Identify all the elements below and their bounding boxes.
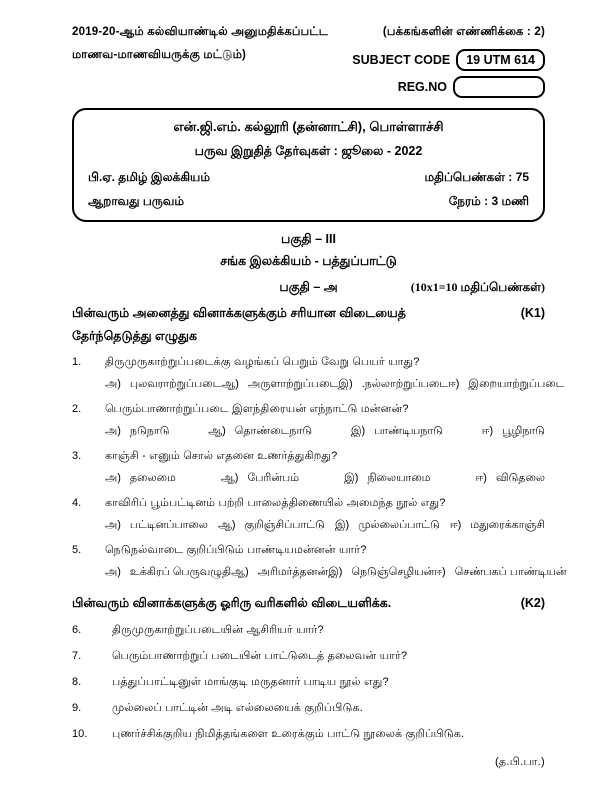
regno-label: REG.NO (397, 80, 447, 94)
option-text: பாண்டியநாடு (374, 425, 443, 437)
question-item (72, 702, 545, 716)
regno-box (453, 76, 545, 98)
question-text: பெரும்பாணாற்றுப்படை இளந்திரையன் எந்நாட்டு மன்னன்? (105, 403, 409, 415)
option-item (351, 425, 443, 439)
option-item (208, 425, 312, 439)
part-b-instruction-row (72, 596, 545, 612)
question-text: புணர்ச்சிக்குறிய நிமித்தங்களை உரைக்கும் பாட்டு நூலைக் குறிப்பிடுக. (112, 728, 465, 740)
course-marks-row (88, 170, 529, 186)
question-number: 1. (72, 356, 82, 368)
option-item (105, 519, 208, 533)
question-number: 9. (72, 702, 82, 714)
option-text: பேரின்பம் (247, 472, 300, 484)
question-item (72, 497, 545, 511)
options-row (105, 472, 545, 486)
option-item (328, 566, 434, 580)
option-item (221, 378, 338, 392)
option-label: இ) (328, 566, 343, 578)
option-text: தலைமை (129, 472, 176, 484)
question-number: 3. (72, 450, 82, 462)
question-item (72, 450, 545, 464)
question-item (72, 676, 545, 690)
semester: ஆறாவது பருவம் (88, 194, 185, 208)
option-item (105, 566, 231, 580)
option-item (231, 566, 328, 580)
subject-code-group (352, 49, 545, 71)
question-item (72, 544, 545, 558)
question-number: 4. (72, 497, 82, 509)
option-label: அ) (105, 472, 121, 484)
option-label: இ) (350, 425, 366, 437)
option-text: மதுரைக்காஞ்சி (470, 519, 545, 531)
course-name: பி.ஏ. தமிழ் இலக்கியம் (88, 170, 210, 184)
option-label: ஈ) (434, 566, 446, 578)
option-item (476, 472, 545, 486)
header-top-row2 (72, 49, 545, 71)
option-label: அ) (105, 425, 121, 437)
option-text: செண்பகப் பாண்டியன் (454, 566, 567, 578)
question-number: 8. (72, 676, 82, 688)
options-row (105, 425, 545, 439)
question-item (72, 728, 545, 742)
question-number: 6. (72, 624, 82, 636)
option-item (335, 519, 440, 533)
question-text: திருமுருகாற்றுப்படைக்கு வழங்கப் பெறும் வேறு பெயர் யாது? (105, 356, 420, 368)
option-text: நடுநாடு (129, 425, 170, 437)
header-top-row1 (72, 26, 545, 40)
option-text: பூழிநாடு (502, 425, 545, 437)
option-label: ஆ) (221, 378, 239, 390)
max-marks: மதிப்பெண்கள் : 75 (424, 170, 529, 184)
part-b-instruction: பின்வரும் வினாக்களுக்கு ஓரிரு வரிகளில் விடையளிக்க. (72, 596, 392, 610)
footer-note: (த.பி.பா.) (494, 756, 545, 768)
exam-title: பருவ இறுதித் தேர்வுகள் : ஜூலை - 2022 (194, 144, 423, 158)
option-label: இ) (338, 378, 353, 390)
option-label: அ) (105, 519, 121, 531)
part-a-instruction-row (72, 306, 545, 322)
option-label: ஈ) (475, 472, 487, 484)
question-number: 2. (72, 403, 82, 415)
option-text: உக்கிரப் பெருவழுதி (129, 566, 232, 578)
question-text: நெடுநல்வாடை குறிப்பிடும் பாண்டியமன்னன் யார்? (105, 544, 367, 556)
part-a-heading: பகுதி – அ (279, 280, 338, 294)
subject-code-box: 19 UTM 614 (456, 49, 545, 71)
k1-tag: (K1) (520, 306, 545, 320)
option-item (434, 566, 566, 580)
part-a-instruction-line2: தேர்ந்தெடுத்து எழுதுக (72, 329, 197, 343)
subject-code-label: SUBJECT CODE (352, 53, 451, 67)
option-text: நெடுஞ்செழியன் (351, 566, 435, 578)
options-row (105, 378, 565, 392)
part-heading: பகுதி – III (281, 232, 336, 246)
question-text: பெரும்பாணாற்றுப் படையின் பாட்டுடைத் தலைவன் யார்? (112, 650, 408, 662)
question-text: திருமுருகாற்றுப்படையின் ஆசிரியர் யார்? (112, 624, 324, 636)
part-a-marks: (10x1=10 மதிப்பெண்கள்) (410, 280, 545, 294)
college-name: என்.ஜி.எம். கல்லூரி (தன்னாட்சி), பொள்ளாச்சி (173, 119, 444, 134)
option-text: பட்டினப்பாலை (129, 519, 208, 531)
option-label: இ) (334, 519, 350, 531)
question-item (72, 356, 545, 370)
question-text: காவிரிப் பூம்பட்டினம் பற்றி பாலைத்திணையில் அமைந்த நூல் எது? (105, 497, 446, 509)
option-item (218, 519, 325, 533)
option-item (344, 472, 430, 486)
option-label: ஆ) (231, 566, 249, 578)
option-text: தொண்டைநாடு (234, 425, 313, 437)
option-item (105, 425, 169, 439)
question-text: காஞ்சி - எனும் சொல் எதனை உணர்த்துகிறது? (105, 450, 338, 462)
regno-row (72, 76, 545, 98)
academic-year-note: 2019-20-ஆம் கல்வியாண்டில் அனுமதிக்கப்பட்ட (72, 26, 329, 38)
option-item (448, 378, 564, 392)
k2-tag: (K2) (520, 596, 545, 610)
option-item (105, 472, 176, 486)
option-label: இ) (344, 472, 359, 484)
subject-heading: சங்க இலக்கியம் - பத்துப்பாட்டு (220, 254, 397, 268)
options-row (105, 519, 545, 533)
option-label: ஆ) (220, 472, 239, 484)
question-item (72, 403, 545, 417)
option-item (338, 378, 448, 392)
question-text: முல்லைப் பாட்டின் அடி எல்லையைக் குறிப்பிடுக. (112, 702, 364, 714)
option-label: ஆ) (217, 519, 236, 531)
question-number: 5. (72, 544, 82, 556)
option-item (221, 472, 299, 486)
option-item (105, 378, 221, 392)
question-item (72, 624, 545, 638)
option-text: அருளாற்றுப்படை (247, 378, 339, 390)
question-text: பத்துப்பாட்டினுள் மாங்குடி மருதனார் பாடிய நூல் எது? (112, 676, 389, 688)
option-label: அ) (105, 378, 121, 390)
students-only-note: மாணவ-மாணவியருக்கு மட்டும்) (72, 49, 247, 61)
option-text: இறையாற்றுப்படை (468, 378, 565, 390)
option-text: அரிமர்த்தனன் (257, 566, 329, 578)
regno-group (398, 76, 545, 98)
question-number: 10. (72, 728, 88, 740)
option-text: புலவராற்றுப்படை (129, 378, 222, 390)
option-text: குறிஞ்சிப்பாட்டு (244, 519, 325, 531)
option-label: ஈ) (448, 378, 460, 390)
question-item (72, 650, 545, 664)
option-item (482, 425, 545, 439)
option-label: ஈ) (481, 425, 494, 437)
question-number: 7. (72, 650, 82, 662)
part-a-row (72, 280, 545, 296)
semester-time-row (88, 194, 529, 210)
duration: நேரம் : 3 மணி (448, 194, 529, 208)
option-label: அ) (105, 566, 121, 578)
option-text: விடுதலை (495, 472, 545, 484)
pages-count-note: (பக்கங்களின் எண்ணிக்கை : 2) (382, 26, 545, 38)
exam-info-box (72, 108, 545, 222)
option-label: ஆ) (208, 425, 226, 437)
option-item (450, 519, 545, 533)
option-text: முல்லைப்பாட்டு (358, 519, 440, 531)
options-row (105, 566, 567, 580)
part-a-instruction: பின்வரும் அனைத்து வினாக்களுக்கும் சரியான விடையைத் (72, 306, 406, 320)
option-text: நிலையாமை (367, 472, 431, 484)
option-label: ஈ) (449, 519, 462, 531)
option-text: .நல்லாற்றுப்படை (361, 378, 448, 390)
